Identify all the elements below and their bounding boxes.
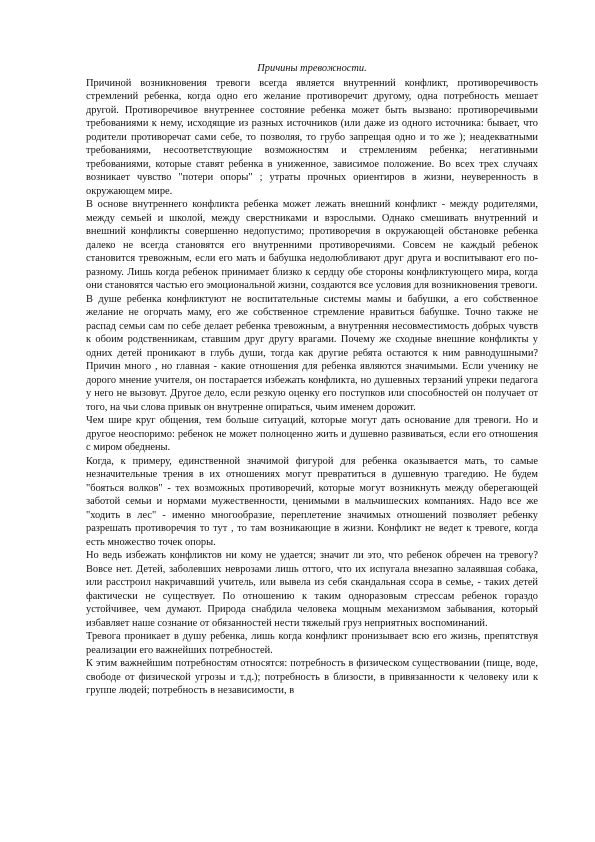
document-title: Причины тревожности. — [257, 63, 367, 74]
paragraph-8: К этим важнейшим потребностям относятся: потребность в физическом существовании (пище, воде, свободе от физической угрозы и т.д.); потребность в близости, в привязанности к человеку или к группе людей; потребность в независимости, в — [86, 658, 538, 696]
paragraph-6: Но ведь избежать конфликтов ни кому не удается; значит ли это, что ребенок обречен на тревогу? Вовсе нет. Детей, заболевших неврозами лишь оттого, что их испугала внезапно залаявшая собака, или расстроил накричавший учитель, или вывела из себя скандальная ссора в семье, - таких детей фактически не существует. По отношению к таким одноразовым стрессам ребенок гораздо устойчивее, чем думают. Природа снабдила человека мощным механизмом забывания, который избавляет наше сознание от обязанностей нести тяжелый груз неприятных воспоминаний. — [86, 550, 538, 629]
paragraph-5: Когда, к примеру, единственной значимой фигурой для ребенка оказывается мать, то самые незначительные трения в их отношениях могут превратиться в душевную трагедию. Не будем "бояться волков" - тех возможных противоречий, которые могут возникнуть между оберегающей заботой семьи и нормами мужественности, ценимыми в мальчишеских компаниях. Надо все же "ходить в лес" - именно многообразие, переплетение значимых отношений позволяет ребенку разрешать противоречия то тут , то там возникающие в жизни. Конфликт не ведет к тревоге, когда есть множество точек опоры. — [86, 455, 538, 548]
document-page — [86, 62, 538, 698]
paragraph-4: Чем шире круг общения, тем больше ситуаций, которые могут дать основание для тревоги. Но и другое неоспоримо: ребенок не может полноценно жить и душевно развиваться, если его отношения с миром обеднены. — [86, 415, 538, 453]
paragraph-3: В душе ребенка конфликтуют не воспитательные системы мамы и бабушки, а его собственное желание не огорчать маму, его же собственное стремление нравиться бабушке. Точно также не распад семьи сам по себе делает ребенка тревожным, а внутренняя несовместимость добрых чувств к обоим родственникам, ставшим друг другу врагами. Почему же сходные внешние конфликты у одних детей проникают в глубь души, тогда как другие ребята остаются к ним равнодушными? Причин много , но главная - какие отношения для ребенка являются значимыми. Если ученику не дорого мнение учителя, он постарается избежать конфликта, но душевных терзаний упреки педагога у него не вызовут. Другое дело, если резкую оценку его поступков или способностей он получает от того, на чьи слова привык он внутренне опираться, чьим именем дорожит. — [86, 293, 538, 413]
paragraph-2: В основе внутреннего конфликта ребенка может лежать внешний конфликт - между родителями, между семьей и школой, между сверстниками и взрослыми. Однако смешивать внутренний и внешний конфликты совершенно недопустимо; противоречия в окружающей обстановке ребенка далеко не всегда становятся его внутренними противоречиями. Совсем не каждый ребенок становится тревожным, если его мать и бабушка недолюбливают друг друга и воспитывают его по-разному. Лишь когда ребенок принимает близко к сердцу обе стороны конфликтующего мира, когда они становятся частью его эмоциональной жизни, создаются все условия для возникновения тревоги. — [86, 199, 538, 291]
paragraph-1: Причиной возникновения тревоги всегда является внутренний конфликт, противоречивость стремлений ребенка, когда одно его желание противоречит другому, одна потребность мешает другой. Противоречивое внутреннее состояние ребенка может быть вызвано: противоречивыми требованиями к нему, исходящие из разных источников (или даже из одного источника: бывает, что родители противоречат сами себе, то позволяя, то грубо запрещая одно и то же ); неадекватными требованиями, несоответствующие возможностям и стремлениям ребенка; негативными требованиями, которые ставят ребенка в униженное, зависимое положение. Во всех трех случаях возникает чувство "потери опоры" ; утраты прочных ориентиров в жизни, неуверенность в окружающем мире. — [86, 77, 538, 197]
paragraph-7: Тревога проникает в душу ребенка, лишь когда конфликт пронизывает всю его жизнь, препятствуя реализации его важнейших потребностей. — [86, 631, 538, 656]
